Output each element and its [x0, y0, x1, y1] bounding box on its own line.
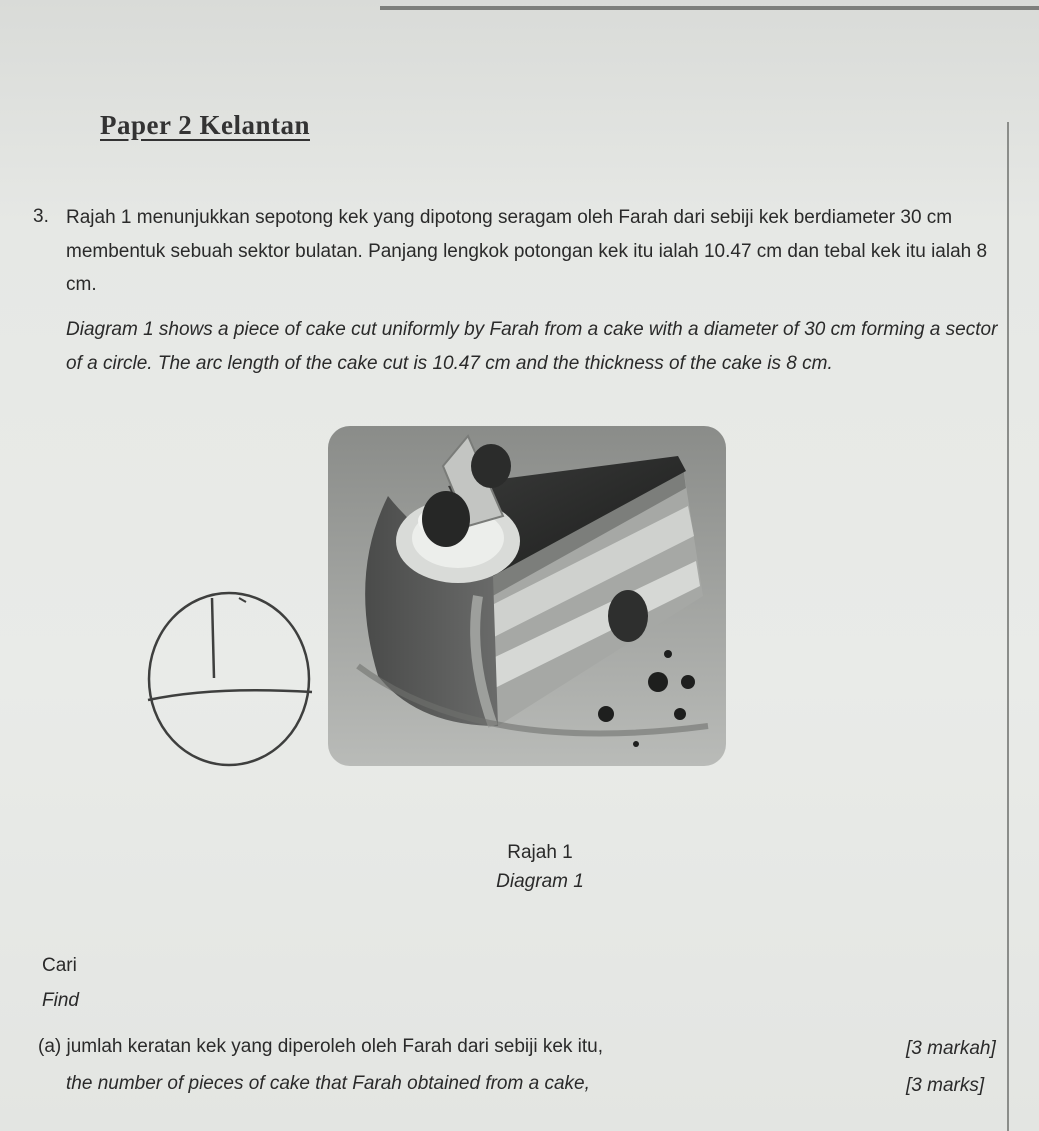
strawberry-side [608, 590, 648, 642]
question-text-malay: Rajah 1 menunjukkan sepotong kek yang dipotong seragam oleh Farah dari sebiji kek berdiameter 30 cm membentuk sebuah sektor bulatan. Panjang lengkok potongan kek itu ialah 10.47 cm dan tebal kek itu ialah 8 cm. [66, 207, 988, 295]
paper-title: Paper 2 Kelantan [100, 110, 310, 140]
part-a-text-malay: (a) jumlah keratan kek yang diperoleh oleh Farah dari sebiji kek itu, [38, 1036, 604, 1057]
tick-mark [239, 598, 246, 602]
berry-crumb [633, 741, 639, 747]
marks-label-english: [3 marks] [906, 1075, 985, 1096]
berry-crumb [674, 708, 686, 720]
radius-line-vertical [212, 598, 214, 678]
marks-label-malay: [3 markah] [906, 1038, 996, 1059]
berry-crumb [681, 675, 695, 689]
circle-sketch [144, 588, 324, 778]
berry-crumb [648, 672, 668, 692]
top-rule [380, 6, 1039, 10]
part-a-text-english: the number of pieces of cake that Farah obtained from a cake, [66, 1073, 590, 1094]
diagram-caption-english: Diagram 1 [496, 871, 584, 892]
margin-rule [1007, 122, 1009, 1131]
berry-crumb [664, 650, 672, 658]
blackberry [471, 444, 511, 488]
question-number: 3. [33, 206, 49, 227]
strawberry-top [422, 491, 470, 547]
diagram-caption-malay: Rajah 1 [507, 842, 573, 863]
find-label-malay: Cari [42, 955, 77, 976]
question-text-english: Diagram 1 shows a piece of cake cut uniformly by Farah from a cake with a diameter of 30 cm forming a sector of a circle. The arc length of the cake cut is 10.47 cm and the thickness of the cake is 8 cm. [66, 319, 998, 374]
cake-slice-image [328, 426, 726, 766]
diameter-line [148, 690, 312, 700]
circle-outline [149, 593, 309, 765]
find-label-english: Find [42, 990, 79, 1011]
berry-crumb [598, 706, 614, 722]
